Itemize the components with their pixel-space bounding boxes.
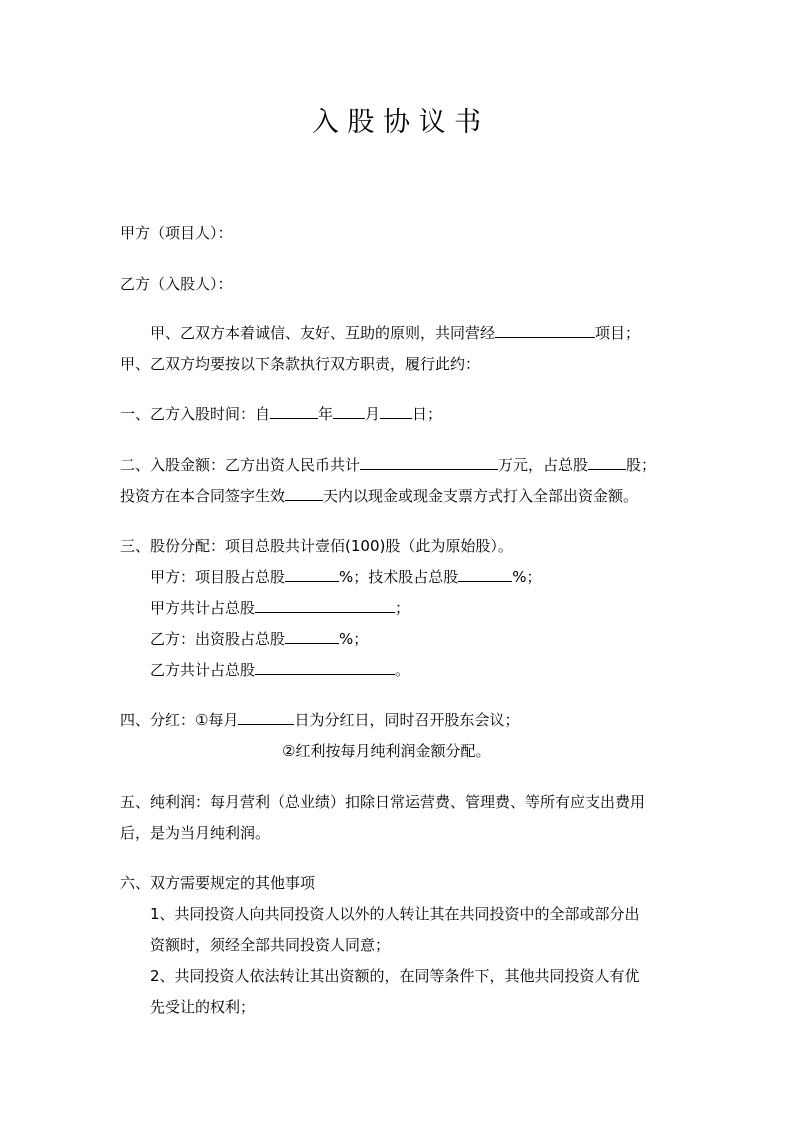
investment-amount-blank[interactable] [360,455,498,470]
dividend-day-blank[interactable] [238,710,294,725]
s1-day-label: 日； [412,405,443,423]
section-6-item-2-line-1: 2、共同投资人依法转让其出资额的，在同等条件下，其他共同投资人有优 [150,967,640,985]
project-share-blank[interactable] [285,567,339,582]
capital-share-blank[interactable] [285,629,339,644]
section-3-party-b-total [150,660,410,680]
s1-month-label: 月 [365,405,381,423]
s1-year-label: 年 [318,405,334,423]
s3-b1-text-b: %； [339,630,369,648]
section-3-party-a-total [150,598,410,618]
s2-unit: 万元，占总股 [498,456,589,474]
section-1-join-date [120,404,442,424]
share-count-blank[interactable] [588,455,626,470]
s3-a2-text-a: 甲方共计占总股 [150,599,256,617]
section-5-line-1: 五、纯利润：每月营利（总业绩）扣除日常运营费、管理费、等所有应支出费用 [120,793,646,811]
section-4-line-1 [120,710,519,730]
s1-label: 一、乙方入股时间：自 [120,405,271,423]
section-3-party-b-shares [150,629,368,649]
section-2-line-1 [120,455,656,475]
s4-text-a: 四、分红：①每月 [120,711,239,729]
section-3-heading: 三、股份分配：项目总股共计壹佰(100)股（此为原始股）。 [120,537,513,555]
intro-text-2: 项目； [595,324,641,342]
s2-label: 二、入股金额：乙方出资人民币共计 [120,456,361,474]
s2-line2-text-a: 投资方在本合同签字生效 [120,487,286,505]
days-blank[interactable] [285,486,323,501]
section-6-item-1-line-1: 1、共同投资人向共同投资人以外的人转让其在共同投资中的全部或部分出 [150,905,640,923]
party-b-label: 乙方（入股人）： [120,275,233,293]
section-2-line-2 [120,486,638,506]
intro-text-1: 甲、乙双方本着诚信、友好、互助的原则，共同营经 [150,324,496,342]
s3-a2-text-b: ； [395,599,411,617]
document-title: 入 股 协 议 书 [311,107,482,138]
s3-a1-text-a: 甲方：项目股占总股 [150,568,286,586]
section-6-item-2-line-2: 先受让的权利； [150,998,256,1016]
month-blank[interactable] [333,404,365,419]
intro-line-2: 甲、乙双方均要按以下条款执行双方职责，履行此约： [120,355,481,373]
s4-text-b: 日为分红日，同时召开股东会议； [294,711,520,729]
intro-line-1 [150,323,640,343]
day-blank[interactable] [380,404,412,419]
year-blank[interactable] [270,404,318,419]
s3-b2-text-b: 。 [395,661,411,679]
s3-b2-text-a: 乙方共计占总股 [150,661,256,679]
party-a-label: 甲方（项目人）： [120,224,233,242]
section-6-item-1-line-2: 资额时，须经全部共同投资人同意； [150,936,391,954]
party-a-total-blank[interactable] [255,598,395,613]
section-5-line-2: 后，是为当月纯利润。 [120,824,271,842]
s2-share-unit: 股； [626,456,657,474]
section-3-party-a-shares [150,567,542,587]
party-b-total-blank[interactable] [255,660,395,675]
s3-b1-text-a: 乙方：出资股占总股 [150,630,286,648]
tech-share-blank[interactable] [458,567,512,582]
project-name-blank[interactable] [495,323,595,338]
s3-a1-text-b: %；技术股占总股 [339,568,459,586]
section-4-line-2: ②红利按每月纯利润金额分配。 [282,742,491,760]
s2-line2-text-b: 天内以现金或现金支票方式打入全部出资金额。 [323,487,639,505]
s3-a1-text-c: %； [512,568,542,586]
section-6-heading: 六、双方需要规定的其他事项 [120,874,316,892]
